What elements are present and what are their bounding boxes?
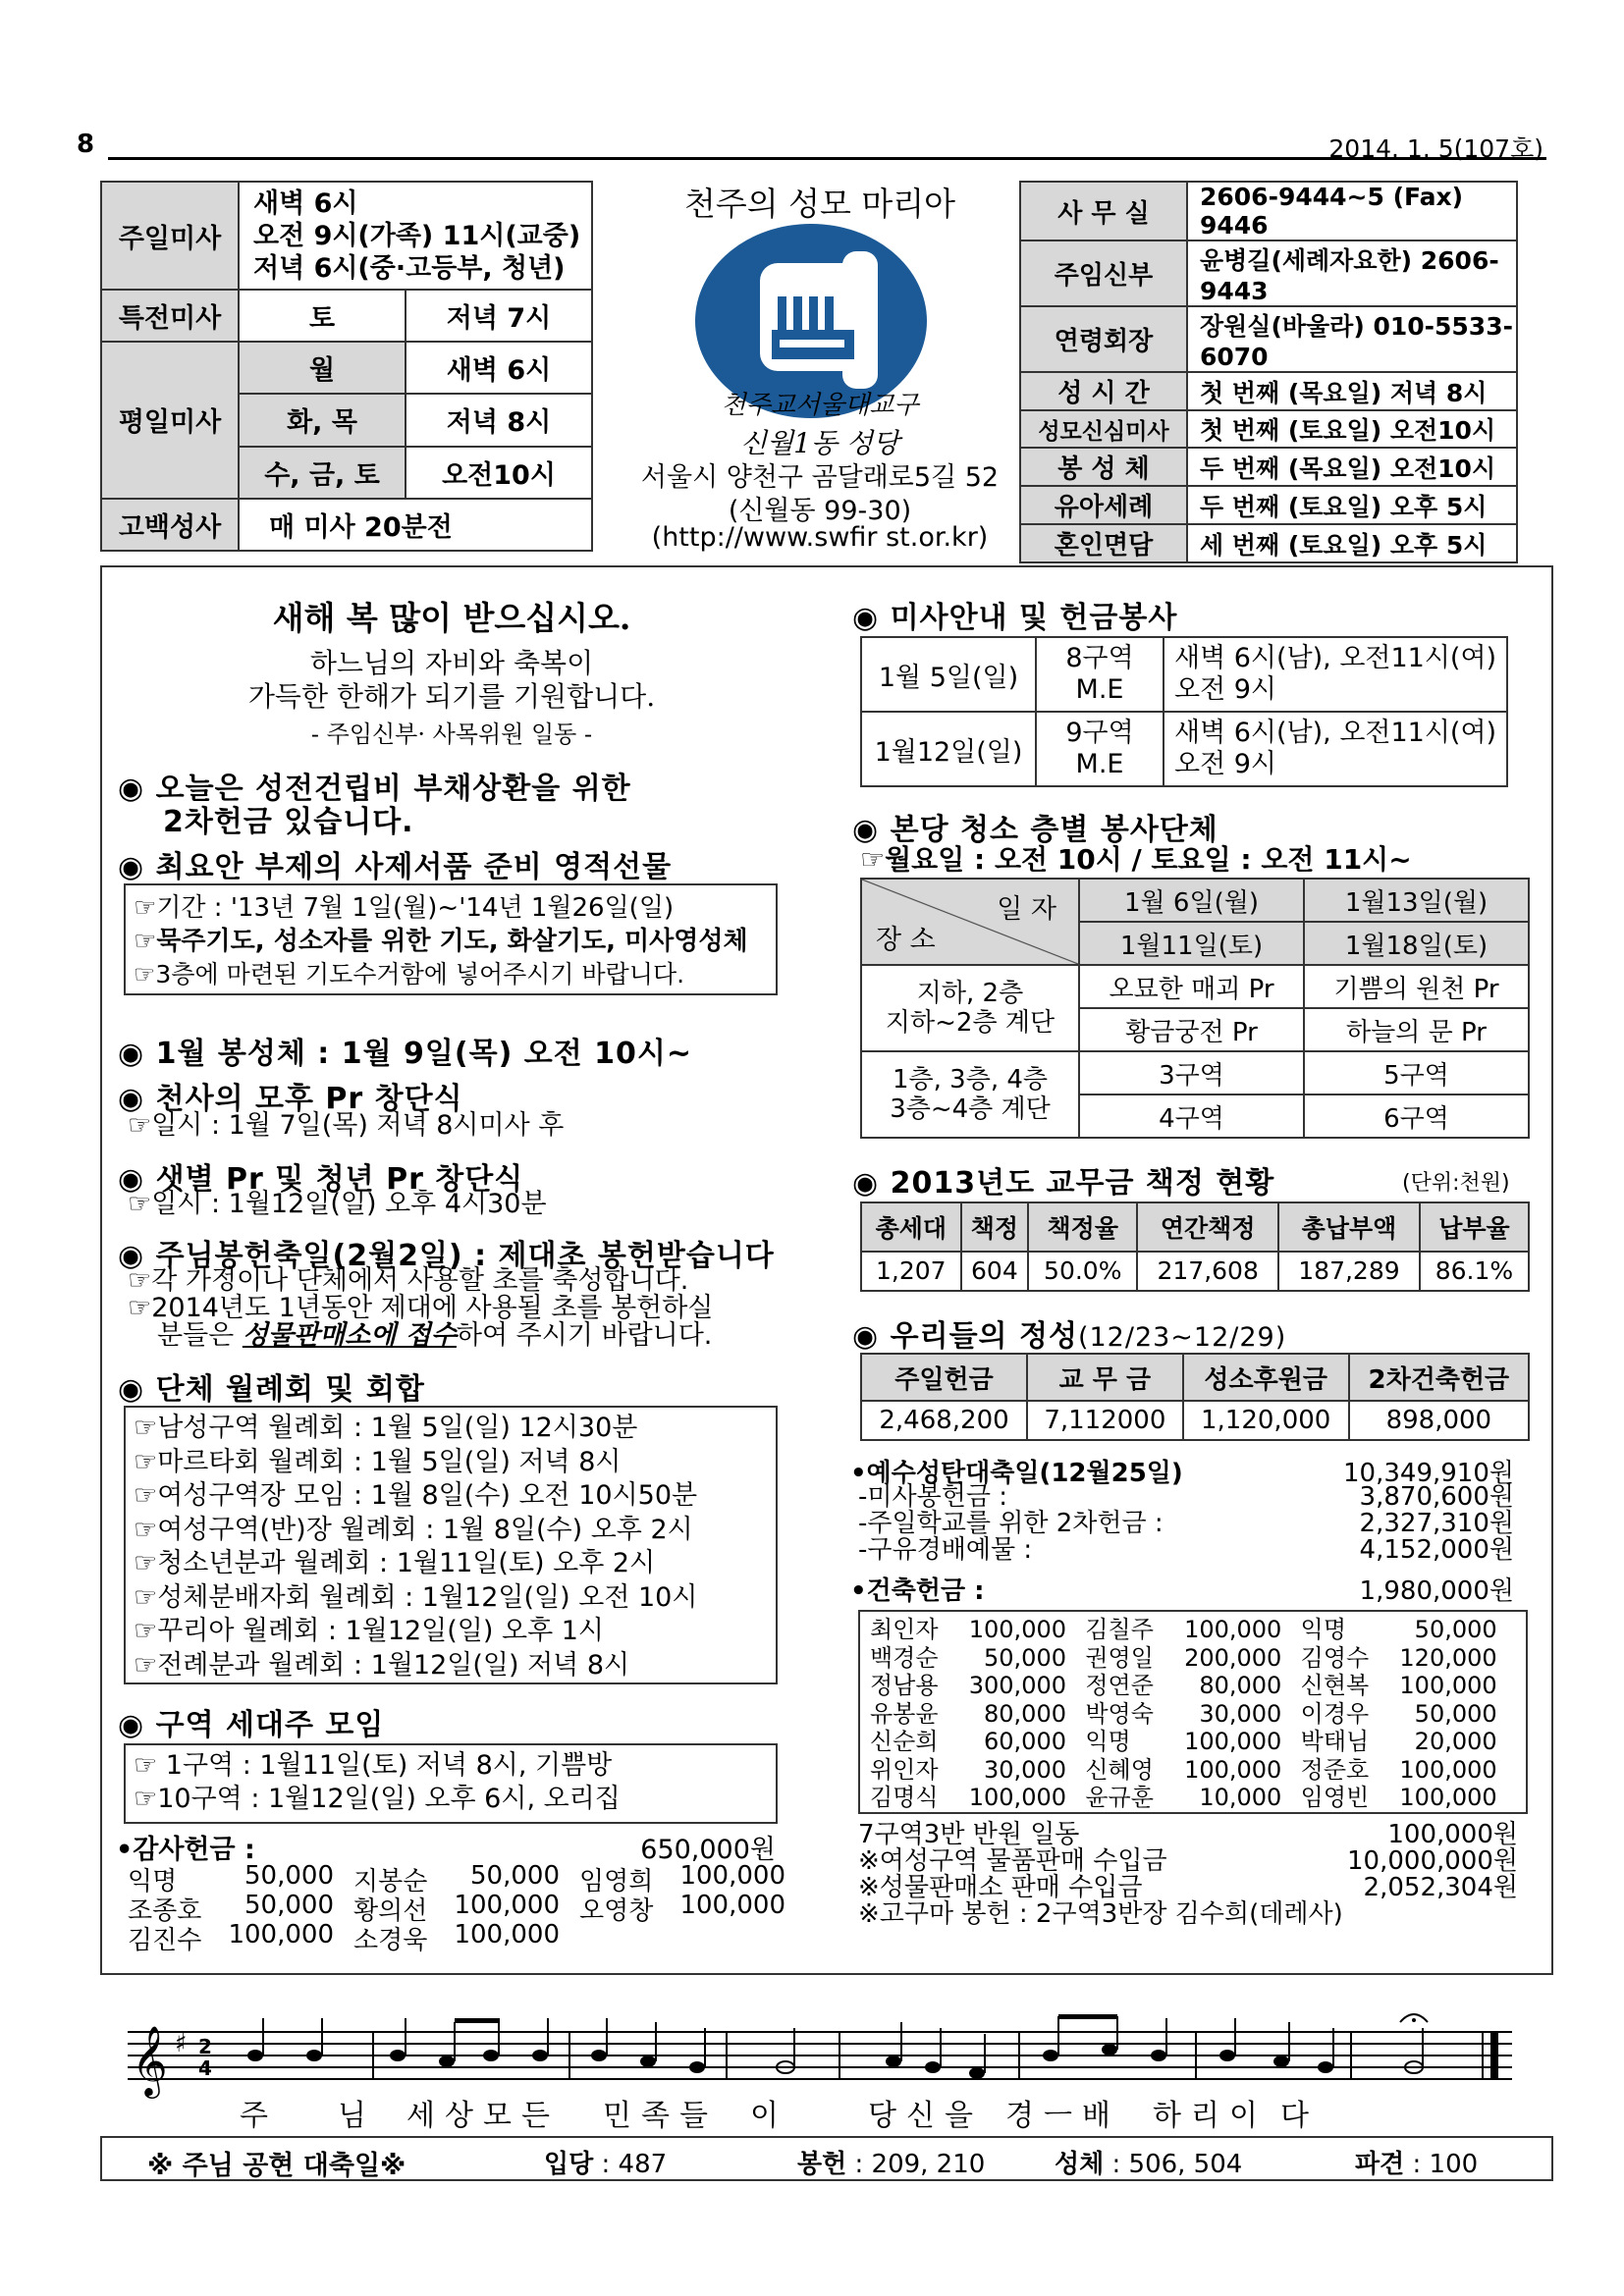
place-line: 1층, 3층, 4층: [892, 1065, 1049, 1095]
christmas-offering-total: 10,349,910원: [1343, 1459, 1514, 1488]
other-offering-label: ※성물판매소 판매 수입금: [858, 1873, 1143, 1902]
mass-time: [1164, 637, 1507, 712]
greeting-line: 가득한 한해가 되기를 기원합니다.: [247, 680, 656, 713]
christmas-item-label: -구유경배예물 :: [858, 1535, 1033, 1565]
building-entry: [1301, 1672, 1516, 1700]
cleaning-assignee: 4구역: [1079, 1095, 1304, 1138]
thanks-entry: [128, 1861, 353, 1896]
cleaning-assignee: 황금궁전 Pr: [1079, 1008, 1304, 1051]
donor-amount: 50,000: [470, 1861, 560, 1891]
donor-name: 신혜영: [1085, 1755, 1154, 1784]
donor-amount: 80,000: [984, 1699, 1066, 1728]
notice-candlemas-title: ◉ 주님봉헌축일(2월2일) : 제대초 봉헌받습니다: [118, 1239, 775, 1273]
hymn-value: : 209, 210: [846, 2150, 986, 2179]
other-offering-value: 2,052,304원: [1363, 1873, 1518, 1902]
office-label: 사 무 실: [1020, 182, 1187, 240]
due-value: 217,608: [1137, 1252, 1278, 1291]
office-value: 첫 번째 (목요일) 저녁 8시: [1187, 372, 1517, 410]
lyric-word: 민족들: [603, 2099, 718, 2133]
building-entry: [870, 1784, 1085, 1812]
hymn-label: 봉헌: [797, 2150, 847, 2179]
parish-url[interactable]: (http://www.swfir st.or.kr): [651, 522, 989, 553]
donor-name: 정남용: [870, 1672, 939, 1699]
christmas-item-value: 2,327,310원: [1359, 1509, 1514, 1538]
building-entry: [1085, 1756, 1300, 1785]
other-offerings: [858, 1822, 1518, 1928]
cleaning-assignee: 하늘의 문 Pr: [1304, 1008, 1529, 1051]
offering-value: 1,120,000: [1183, 1401, 1349, 1440]
donor-name: 김칠주: [1085, 1616, 1154, 1643]
donor-name: 최인자: [870, 1616, 939, 1643]
notice-householders-title: ◉ 구역 세대주 모임: [118, 1708, 385, 1742]
christmas-item: [858, 1484, 1514, 1511]
place-header: 장 소: [876, 925, 936, 955]
donor-amount: 100,000: [1184, 1728, 1282, 1755]
thanks-entry: [353, 1891, 579, 1926]
lyric-word: 주: [240, 2099, 278, 2133]
notice-meetings-title: ◉ 단체 월례회 및 회합: [118, 1372, 425, 1407]
donor-amount: 30,000: [984, 1755, 1066, 1784]
donor-name: 위인자: [870, 1755, 939, 1784]
due-value: 50.0%: [1028, 1252, 1137, 1291]
hymn-number: [797, 2144, 985, 2180]
cleaning-table: [860, 878, 1530, 1139]
donor-amount: 100,000: [968, 1784, 1066, 1811]
other-offering-label: ※고구마 봉헌 : 2구역3반장 김수희(데레사): [858, 1899, 1343, 1929]
donor-name: 정준호: [1300, 1755, 1370, 1784]
feast-title: ※ 주님 공현 대축일※: [147, 2151, 406, 2181]
other-offering-label: ※여성구역 물품판매 수입금: [858, 1846, 1167, 1876]
cleaning-assignee: 기쁨의 원천 Pr: [1304, 965, 1529, 1008]
donor-name: 황의선: [353, 1896, 428, 1926]
other-offering-item: [858, 1875, 1518, 1901]
office-value: 첫 번째 (토요일) 오전10시: [1187, 410, 1517, 448]
shop-emphasis: 성물판매소에 접수: [242, 1320, 457, 1351]
special-mass-label: 특전미사: [101, 290, 239, 342]
donor-amount: 80,000: [1199, 1672, 1282, 1699]
other-offering-value: 10,000,000원: [1347, 1846, 1518, 1876]
cleaning-place: [861, 1051, 1079, 1138]
christmas-item: [858, 1537, 1514, 1564]
building-entry: [1301, 1756, 1516, 1785]
notice-ordination-title: ◉ 최요안 부제의 사제서품 준비 영적선물: [118, 850, 673, 884]
cleaning-assignee: 5구역: [1304, 1051, 1529, 1095]
donor-amount: 30,000: [1199, 1699, 1282, 1728]
notice-praesidium-date: ☞ 일시 : 1월 7일(목) 저녁 8시미사 후: [128, 1109, 564, 1143]
parish-address-old: (신월동 99-30): [728, 496, 912, 526]
offering-value: 2,468,200: [861, 1401, 1027, 1440]
cleaning-schedule: ☞ 월요일 : 오전 10시 / 토요일 : 오전 11시~: [860, 838, 1412, 878]
offering-value: 898,000: [1349, 1401, 1529, 1440]
meeting-line: ☞ 성체분배자회 월례회 : 1월12일(일) 오전 10시: [134, 1581, 768, 1616]
donor-name: 소경욱: [353, 1926, 428, 1955]
hymn-label: 성체: [1055, 2150, 1105, 2179]
donor-name: 백경순: [870, 1643, 939, 1672]
notice-youth-praesidium-date: ☞ 일시 : 1월12일(일) 오후 4시30분: [128, 1188, 547, 1221]
building-row: [870, 1728, 1516, 1756]
hymn-footer: [100, 2136, 1553, 2181]
thanks-entry: [579, 1861, 805, 1896]
donor-amount: 100,000: [1399, 1784, 1497, 1811]
donor-amount: 100,000: [1399, 1672, 1497, 1699]
building-row: [870, 1644, 1516, 1673]
due-status-title: ◉ 2013년도 교무금 책정 현황: [852, 1166, 1275, 1201]
notice-communion-sick: ◉ 1월 봉성체 : 1월 9일(목) 오전 10시~: [118, 1037, 693, 1071]
thanks-entry: [128, 1891, 353, 1926]
weekday-time: 오전10시: [406, 447, 592, 499]
lyric-word: 다: [1280, 2099, 1319, 2133]
due-status-table: [860, 1201, 1530, 1292]
thanks-offering-label: •감사헌금 :: [116, 1835, 255, 1865]
candlemas-line: ☞ 2014년도 1년동안 제대에 사용될 초를 봉헌하실: [128, 1294, 713, 1323]
greeting-line: 하느님의 자비와 축복이: [309, 647, 594, 679]
building-fund-total: 1,980,000원: [1359, 1576, 1514, 1606]
donor-name: 익명: [1300, 1616, 1347, 1643]
sunday-mass-line: 새벽 6시: [253, 187, 358, 219]
greeting-title: 새해 복 많이 받으십시오.: [272, 599, 631, 637]
thanks-entry: [353, 1920, 579, 1955]
donor-name: 임영희: [579, 1867, 654, 1896]
donor-name: 박영숙: [1085, 1699, 1154, 1728]
weekday-day: 수, 금, 토: [239, 447, 406, 499]
mass-group: [1036, 712, 1164, 786]
donor-name: 윤규훈: [1085, 1784, 1154, 1811]
office-label: 주임신부: [1020, 240, 1187, 306]
place-line: 3층~4층 계단: [890, 1095, 1051, 1124]
donor-amount: 100,000: [454, 1920, 560, 1949]
cleaning-title: ◉ 본당 청소 층별 봉사단체: [852, 813, 1218, 847]
hymn-lyrics: [240, 2091, 1516, 2133]
hymn-number: [544, 2144, 667, 2180]
candlemas-line: 분들은 성물판매소에 접수하여 주시기 바랍니다.: [157, 1320, 713, 1351]
donor-name: 익명: [1085, 1728, 1131, 1755]
building-entry: [870, 1728, 1085, 1756]
building-entry: [870, 1644, 1085, 1673]
cleaning-date: 1월11일(토): [1079, 922, 1304, 965]
hymn-value: : 487: [593, 2150, 668, 2179]
christmas-offering-breakdown: [858, 1484, 1514, 1564]
other-offering-value: 100,000원: [1387, 1820, 1518, 1849]
meeting-line: ☞ 전례분과 월례회 : 1월12일(일) 저녁 8시: [134, 1649, 768, 1683]
special-mass-time: 저녁 7시: [406, 290, 592, 342]
ordination-line: ☞ 기간 : '13년 7월 1일(월)~'14년 1월26일(일): [134, 891, 768, 925]
donor-name: 임영빈: [1300, 1784, 1370, 1811]
other-offering-item: [858, 1901, 1518, 1928]
svg-text:4: 4: [198, 2056, 212, 2080]
meetings-box: [124, 1406, 778, 1684]
christmas-item: [858, 1511, 1514, 1537]
confession-label: 고백성사: [101, 499, 239, 551]
donor-amount: 50,000: [1414, 1616, 1497, 1643]
donor-amount: 100,000: [454, 1891, 560, 1920]
office-label: 유아세례: [1020, 486, 1187, 524]
due-value: 86.1%: [1420, 1252, 1529, 1291]
thanks-entry: [579, 1891, 805, 1926]
hymn-number: [1355, 2144, 1478, 2180]
svg-text:𝄞: 𝄞: [132, 2024, 168, 2096]
thanks-entry: [128, 1920, 353, 1955]
offering-header: 2차건축헌금: [1349, 1354, 1529, 1401]
parish-name-line2: 신월1동 성당: [740, 427, 899, 459]
meeting-line: ☞ 마르타회 월례회 : 1월 5일(일) 저녁 8시: [134, 1446, 768, 1480]
offerings-table: [860, 1353, 1530, 1441]
hymn-value: : 506, 504: [1104, 2150, 1243, 2179]
building-entry: [1301, 1784, 1516, 1812]
building-entry: [1301, 1700, 1516, 1729]
donor-amount: 100,000: [679, 1891, 785, 1920]
due-header: 총납부액: [1278, 1202, 1420, 1252]
notice-youth-praesidium-title: ◉ 샛별 Pr 및 청년 Pr 창단식: [118, 1162, 524, 1197]
other-offering-label: 7구역3반 반원 일동: [858, 1820, 1080, 1849]
donor-amount: 10,000: [1199, 1784, 1282, 1811]
hymn-value: : 100: [1404, 2150, 1479, 2179]
weekday-mass-label: 평일미사: [101, 342, 239, 499]
donor-name: 권영일: [1085, 1643, 1154, 1672]
meeting-line: ☞ 청소년분과 월례회 : 1월11일(토) 오후 2시: [134, 1547, 768, 1581]
date-header: 일 자: [997, 894, 1056, 925]
christmas-offering-label: •예수성탄대축일(12월25일): [850, 1459, 1183, 1488]
meeting-line: ☞ 남성구역 월례회 : 1월 5일(일) 12시30분: [134, 1412, 768, 1446]
due-value: 604: [961, 1252, 1029, 1291]
sunday-mass-label: 주일미사: [101, 182, 239, 290]
mass-time-line: 오전 9시: [1174, 674, 1277, 705]
hymn-number: [1055, 2144, 1242, 2180]
offerings-title: ◉ 우리들의 정성(12/23~12/29): [852, 1319, 1287, 1354]
thanks-entry: [353, 1861, 579, 1896]
donor-name: 김영수: [1300, 1643, 1370, 1672]
mass-group-line: M.E: [1075, 749, 1124, 779]
greeting-signature: - 주임신부· 사목위원 일동 -: [310, 721, 593, 748]
lyric-word: 이: [750, 2099, 788, 2133]
cleaning-corner: [861, 879, 1079, 965]
donor-name: 유봉윤: [870, 1699, 939, 1728]
christmas-item-label: -주일학교를 위한 2차헌금 :: [858, 1509, 1164, 1538]
lyric-word: 님: [338, 2099, 376, 2133]
mass-guide-table: [860, 636, 1508, 787]
donor-name: 박태님: [1300, 1728, 1370, 1755]
meeting-line: ☞ 여성구역(반)장 월례회 : 1월 8일(수) 오후 2시: [134, 1514, 768, 1548]
lyric-word: 경ㅡ배: [1005, 2099, 1120, 2133]
mass-schedule-table: [100, 181, 593, 552]
thanks-offering-total: 650,000원: [640, 1835, 776, 1865]
donor-amount: 20,000: [1414, 1728, 1497, 1755]
due-value: 187,289: [1278, 1252, 1420, 1291]
householders-line: ☞ 1구역 : 1월11일(토) 저녁 8시, 기쁨방: [134, 1749, 768, 1783]
building-entry: [1085, 1728, 1300, 1756]
parish-address: 서울시 양천구 곰달래로5길 52: [640, 462, 1000, 493]
donor-amount: 100,000: [228, 1920, 334, 1949]
cleaning-date: 1월13일(월): [1304, 879, 1529, 922]
special-mass-day: 토: [239, 290, 406, 342]
building-entry: [1301, 1616, 1516, 1644]
mass-date: 1월 5일(일): [861, 637, 1036, 712]
mass-group-line: 8구역: [1065, 643, 1134, 673]
due-header: 연간책정: [1137, 1202, 1278, 1252]
donor-name: 오영창: [579, 1896, 654, 1926]
other-offering-item: [858, 1822, 1518, 1848]
notice-praesidium-title: ◉ 천사의 모후 Pr 창단식: [118, 1082, 463, 1116]
donor-name: 조종호: [128, 1896, 202, 1926]
weekday-day: 월: [239, 342, 406, 394]
donor-name: 신현복: [1300, 1672, 1370, 1699]
christmas-item-value: 3,870,600원: [1359, 1482, 1514, 1512]
donor-amount: 100,000: [968, 1616, 1066, 1643]
thanks-row: [128, 1861, 805, 1896]
weekday-time: 새벽 6시: [406, 342, 592, 394]
due-header: 책정: [961, 1202, 1029, 1252]
offering-header: 주일헌금: [861, 1354, 1027, 1401]
building-row: [870, 1616, 1516, 1644]
lyric-word: 당신을: [868, 2099, 983, 2133]
donor-amount: 50,000: [244, 1861, 334, 1891]
donor-name: 이경우: [1300, 1699, 1370, 1728]
hymn-label: 입당: [544, 2150, 594, 2179]
due-value: 1,207: [861, 1252, 961, 1291]
mass-time-line: 새벽 6시(남), 오전11시(여): [1174, 718, 1497, 748]
lyric-word: 하리이: [1153, 2099, 1268, 2133]
office-info-table: [1019, 181, 1518, 563]
offering-header: 교 무 금: [1027, 1354, 1183, 1401]
office-value: 두 번째 (목요일) 오전10시: [1187, 448, 1517, 486]
office-value: 두 번째 (토요일) 오후 5시: [1187, 486, 1517, 524]
householders-line: ☞ 10구역 : 1월12일(일) 오후 6시, 오리집: [134, 1783, 768, 1816]
cleaning-date: 1월 6일(월): [1079, 879, 1304, 922]
donor-amount: 120,000: [1399, 1643, 1497, 1672]
ordination-box: [124, 883, 778, 995]
cleaning-assignee: 오묘한 매괴 Pr: [1079, 965, 1304, 1008]
building-row: [870, 1672, 1516, 1700]
svg-text:♯: ♯: [175, 2029, 188, 2058]
office-label: 혼인면담: [1020, 524, 1187, 562]
donor-amount: 100,000: [1399, 1755, 1497, 1784]
svg-text:2: 2: [198, 2035, 212, 2058]
ordination-line: ☞ 묵주기도, 성소자를 위한 기도, 화살기도, 미사영성체: [134, 925, 768, 958]
building-entry: [870, 1672, 1085, 1700]
donor-name: 지봉순: [353, 1867, 428, 1896]
donor-amount: 50,000: [1414, 1699, 1497, 1728]
office-value: 세 번째 (토요일) 오후 5시: [1187, 524, 1517, 562]
building-entry: [870, 1616, 1085, 1644]
donor-name: 신순희: [870, 1728, 939, 1755]
thanks-offering-list: [128, 1861, 805, 1955]
building-entry: [1301, 1728, 1516, 1756]
office-label: 연령회장: [1020, 306, 1187, 372]
parish-title: 천주의 성모 마리아: [683, 185, 955, 223]
building-entry: [870, 1700, 1085, 1729]
meeting-line: ☞ 꾸리아 월례회 : 1월12일(일) 오후 1시: [134, 1615, 768, 1649]
due-header: 총세대: [861, 1202, 961, 1252]
parish-name-line1: 천주교서울대교구: [721, 391, 919, 420]
building-entry: [1085, 1700, 1300, 1729]
mass-group: [1036, 637, 1164, 712]
building-entry: [1085, 1784, 1300, 1812]
offering-header: 성소후원금: [1183, 1354, 1349, 1401]
hymn-label: 파견: [1355, 2150, 1405, 2179]
weekday-time: 저녁 8시: [406, 394, 592, 446]
donor-amount: 100,000: [1184, 1755, 1282, 1784]
mass-group-line: M.E: [1075, 674, 1124, 705]
donor-name: 김진수: [128, 1926, 202, 1955]
building-fund-label: •건축헌금 :: [850, 1576, 985, 1606]
other-offering-item: [858, 1848, 1518, 1875]
cleaning-place: [861, 965, 1079, 1051]
due-header: 책정율: [1028, 1202, 1137, 1252]
donor-amount: 100,000: [679, 1861, 785, 1891]
ordination-line: ☞ 3층에 마련된 기도수거함에 넣어주시기 바랍니다.: [134, 958, 768, 991]
thanks-row: [128, 1891, 805, 1926]
donor-amount: 100,000: [1184, 1616, 1282, 1643]
office-value: 장원실(바울라) 010-5533-6070: [1187, 306, 1517, 372]
mass-date: 1월12일(일): [861, 712, 1036, 786]
weekday-day: 화, 목: [239, 394, 406, 446]
office-label: 성모신심미사: [1020, 410, 1187, 448]
confession-text: 매 미사 20분전: [239, 499, 592, 551]
donor-name: 정연준: [1085, 1672, 1154, 1699]
place-line: 지하~2층 계단: [885, 1008, 1056, 1038]
donor-amount: 200,000: [1184, 1643, 1282, 1672]
donor-amount: 300,000: [968, 1672, 1066, 1699]
notice-second-collection-cont: 2차헌금 있습니다.: [163, 805, 414, 839]
sunday-mass-line: 저녁 6시(중·고등부, 청년): [253, 252, 566, 284]
donor-amount: 60,000: [984, 1728, 1066, 1755]
page-number: 8: [77, 130, 95, 159]
office-label: 성 시 간: [1020, 372, 1187, 410]
donor-name: 익명: [128, 1867, 178, 1896]
building-entry: [1301, 1644, 1516, 1673]
notice-second-collection: ◉ 오늘은 성전건립비 부채상환을 위한: [118, 772, 631, 806]
mass-time-line: 새벽 6시(남), 오전11시(여): [1174, 643, 1497, 673]
householders-box: [124, 1743, 778, 1824]
office-value: 2606-9444~5 (Fax) 9446: [1187, 182, 1517, 240]
christmas-item-label: -미사봉헌금 :: [858, 1482, 1007, 1512]
offering-value: 7,112000: [1027, 1401, 1183, 1440]
building-fund-box: [858, 1610, 1528, 1814]
building-row: [870, 1700, 1516, 1729]
due-unit: (단위:천원): [1402, 1171, 1510, 1196]
office-value: 윤병길(세례자요한) 2606-9443: [1187, 240, 1517, 306]
mass-guide-title: ◉ 미사안내 및 헌금봉사: [852, 601, 1178, 635]
sunday-mass-line: 오전 9시(가족) 11시(교중): [253, 220, 581, 251]
cleaning-assignee: 6구역: [1304, 1095, 1529, 1138]
donor-amount: 50,000: [244, 1891, 334, 1920]
building-entry: [1085, 1644, 1300, 1673]
building-row: [870, 1756, 1516, 1785]
mass-time-line: 오전 9시: [1174, 749, 1277, 779]
building-row: [870, 1784, 1516, 1812]
candlemas-line: ☞ 각 가정이나 단체에서 사용할 초를 축성합니다.: [128, 1266, 688, 1296]
cleaning-date: 1월18일(토): [1304, 922, 1529, 965]
donor-name: 김명식: [870, 1784, 939, 1811]
cleaning-assignee: 3구역: [1079, 1051, 1304, 1095]
building-entry: [870, 1756, 1085, 1785]
due-header: 납부율: [1420, 1202, 1529, 1252]
christmas-item-value: 4,152,000원: [1359, 1535, 1514, 1565]
building-entry: [1085, 1672, 1300, 1700]
meeting-line: ☞ 여성구역장 모임 : 1월 8일(수) 오전 10시50분: [134, 1479, 768, 1514]
thanks-row: [128, 1920, 805, 1955]
mass-group-line: 9구역: [1065, 718, 1134, 748]
lyric-word: 세상모든: [406, 2099, 560, 2133]
office-label: 봉 성 체: [1020, 448, 1187, 486]
donor-amount: 50,000: [984, 1643, 1066, 1672]
building-entry: [1085, 1616, 1300, 1644]
issue-date: 2014. 1. 5(107호): [1328, 134, 1543, 163]
place-line: 지하, 2층: [916, 979, 1024, 1008]
mass-time: [1164, 712, 1507, 786]
